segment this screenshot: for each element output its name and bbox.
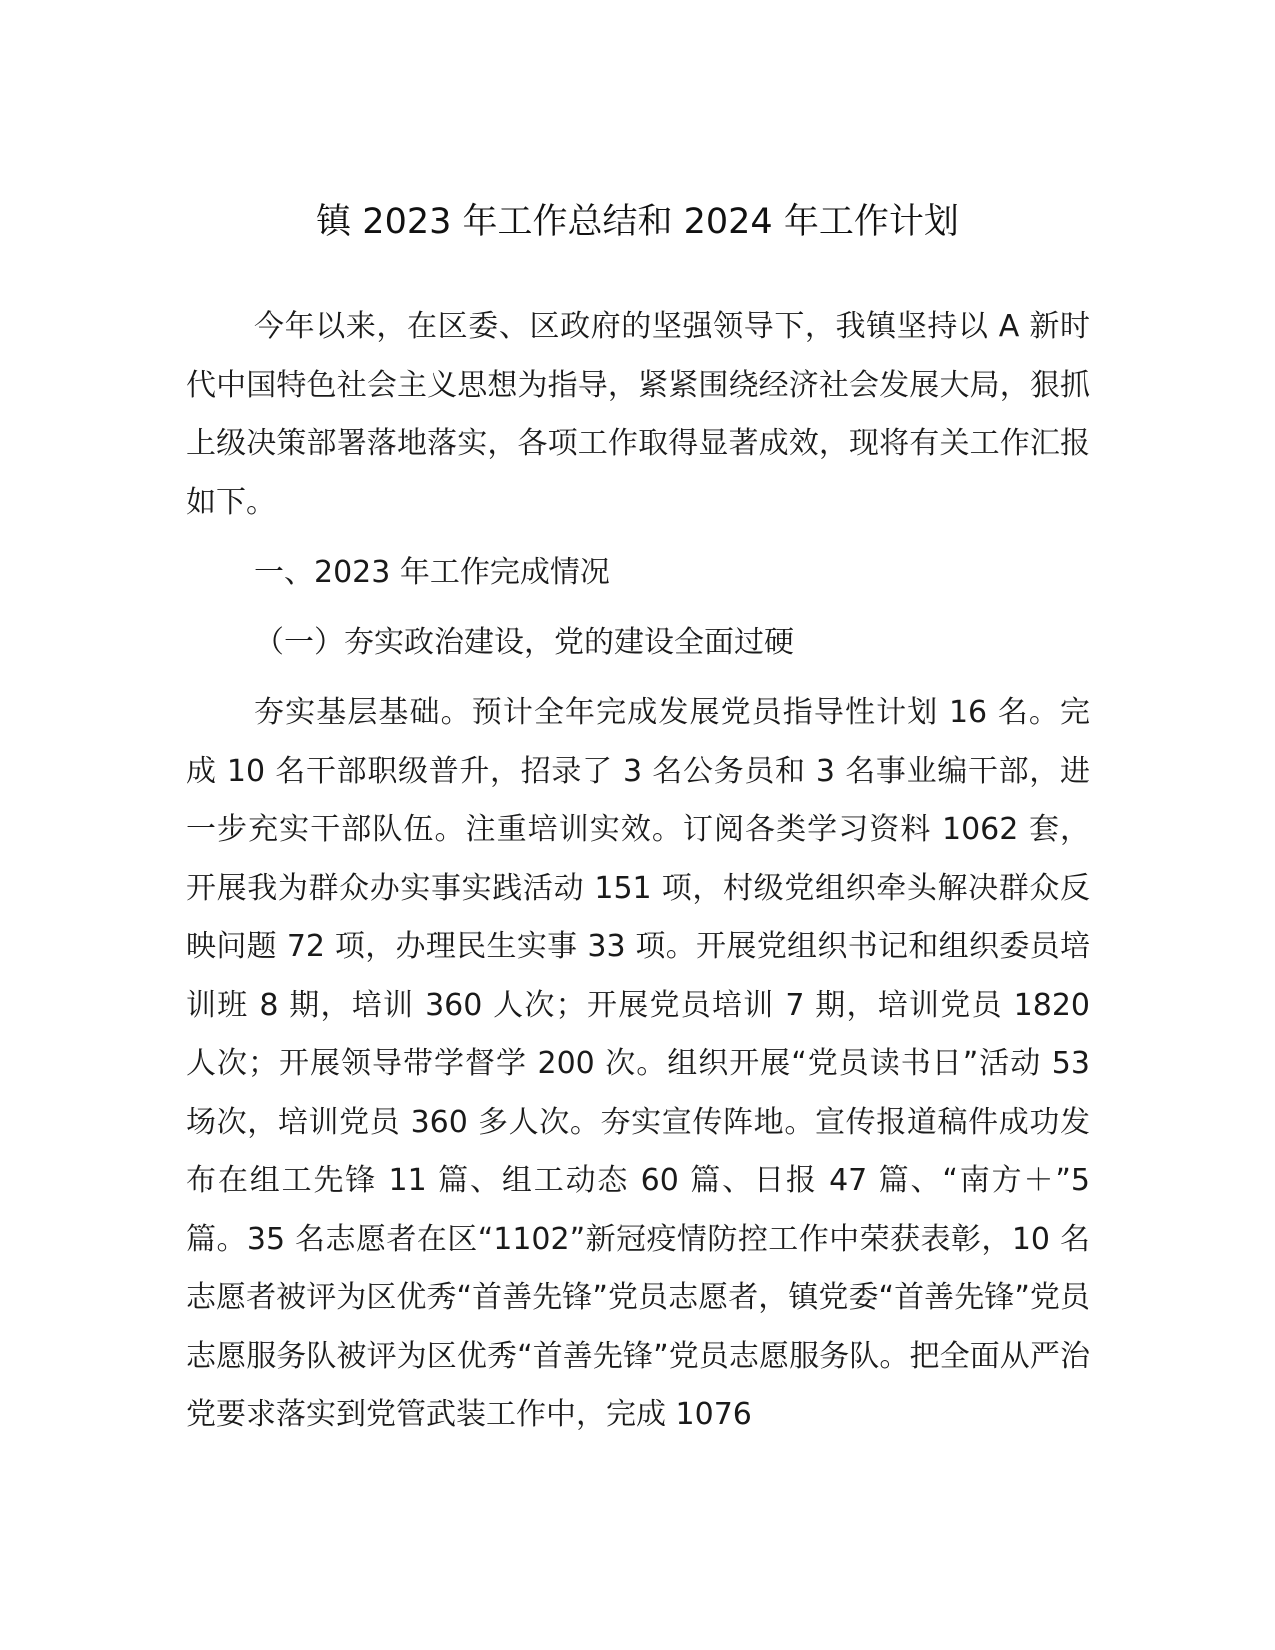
- document-title: 镇 2023 年工作总结和 2024 年工作计划: [316, 202, 959, 242]
- subsection-heading: （一）夯实政治建设，党的建设全面过硬: [254, 625, 794, 660]
- document-body: [186, 298, 1090, 1445]
- subsection-body-paragraph: 夯实基层基础。预计全年完成发展党员指导性计划 16 名。完成 10 名干部职级普升，招录了 3 名公务员和 3 名事业编干部，进一步充实干部队伍。注重培训实效。订阅各类学习资料 1062 套，开展我为群众办实事实践活动 151 项，村级党组织牵头解决群众反映问题 72 项，办理民生实事 33 项。开展党组织书记和组织委员培训班 8 期，培训 360 人次；开展党员培训 7 期，培训党员 1820 人次；开展领导带学督学 200 次。组织开展“党员读书日”活动 53 场次，培训党员 360 多人次。夯实宣传阵地。宣传报道稿件成功发布在组工先锋 11 篇、组工动态 60 篇、日报 47 篇、“南方＋”5 篇。35 名志愿者在区“1102”新冠疫情防控工作中荣获表彰，10 名志愿者被评为区优秀“首善先锋”党员志愿者，镇党委“首善先锋”党员志愿服务队被评为区优秀“首善先锋”党员志愿服务队。把全面从严治党要求落实到党管武装工作中，完成 1076: [186, 695, 1090, 1432]
- section-heading: 一、2023 年工作完成情况: [254, 555, 610, 590]
- intro-paragraph: 今年以来，在区委、区政府的坚强领导下，我镇坚持以 A 新时代中国特色社会主义思想为指导，紧紧围绕经济社会发展大局，狠抓上级决策部署落地落实，各项工作取得显著成效，现将有关工作汇报如下。: [186, 309, 1090, 520]
